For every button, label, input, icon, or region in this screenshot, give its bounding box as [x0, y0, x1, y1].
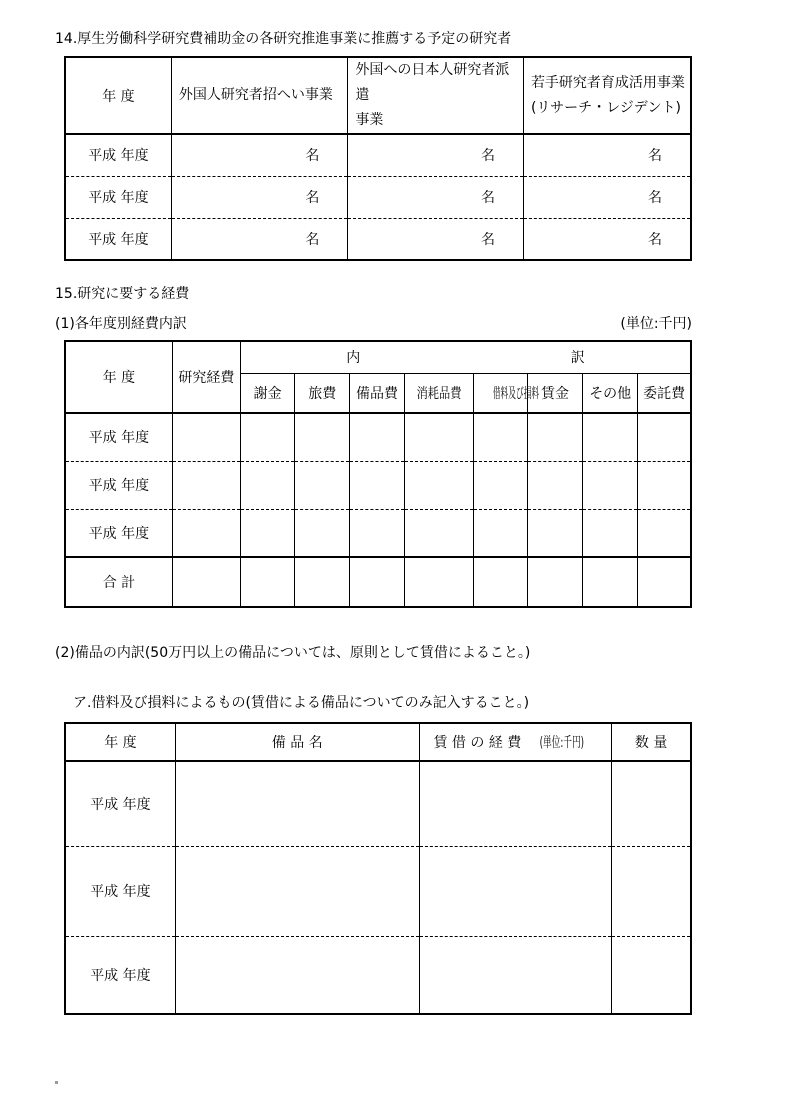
header-dispatch-line1: 外国への日本人研究者派遣 — [355, 62, 510, 103]
rental-equipment-table — [64, 722, 692, 1015]
header-year: 年 度 — [65, 341, 172, 413]
table-row — [65, 761, 691, 846]
section-15-title: 15.研究に要する経費 — [55, 286, 190, 302]
empty-cell — [612, 936, 691, 1014]
header-research-expense: 研究経費 — [172, 341, 240, 413]
year-label: 平成 年度 — [65, 218, 171, 260]
year-label: 平成 年度 — [65, 846, 175, 936]
unit-note: (単位:千円) — [620, 316, 692, 332]
empty-cell — [404, 557, 473, 607]
expense-breakdown-table — [64, 340, 692, 608]
table-row — [65, 461, 691, 509]
empty-cell — [583, 509, 638, 557]
section-14-table — [64, 56, 692, 261]
header-young-line2: (リサーチ・レジデント) — [530, 99, 681, 116]
empty-cell — [583, 413, 638, 461]
empty-cell — [638, 413, 691, 461]
empty-cell — [172, 413, 240, 461]
table-header-row — [65, 723, 691, 761]
empty-cell — [241, 461, 295, 509]
empty-cell — [350, 413, 404, 461]
empty-cell — [172, 461, 240, 509]
table-header-row — [65, 57, 691, 134]
empty-cell — [473, 557, 527, 607]
empty-cell — [241, 509, 295, 557]
total-label: 合 計 — [65, 557, 172, 607]
breakdown-char-1: 内 — [346, 350, 361, 367]
total-row — [65, 557, 691, 607]
header-other: その他 — [583, 373, 638, 413]
header-dispatch — [348, 57, 524, 134]
empty-cell — [172, 509, 240, 557]
header-rental-cost-label: 賃 借 の 経 費 — [433, 735, 522, 751]
header-young-line1: 若手研究者育成活用事業 — [530, 74, 685, 91]
empty-cell — [175, 846, 419, 936]
empty-cell — [350, 461, 404, 509]
subsection-1-caption-row — [55, 315, 692, 334]
header-dispatch-line2: 事業 — [355, 112, 384, 128]
header-foreign-invite: 外国人研究者招へい事業 — [171, 57, 348, 134]
header-wages: 賃金 — [527, 373, 582, 413]
subsection-2-title: (2)備品の内訳(50万円以上の備品については、原則として賃借によること。) — [55, 645, 531, 661]
empty-cell — [350, 557, 404, 607]
empty-cell — [473, 509, 527, 557]
empty-cell — [638, 509, 691, 557]
header-outsourcing: 委託費 — [638, 373, 691, 413]
empty-cell — [638, 557, 691, 607]
empty-cell — [404, 413, 473, 461]
header-item-name: 備 品 名 — [175, 723, 419, 761]
table-row — [65, 134, 691, 176]
header-equipment: 備品費 — [350, 373, 404, 413]
table-row — [65, 936, 691, 1014]
year-label: 平成 年度 — [65, 176, 171, 218]
header-rental-loss — [473, 373, 539, 413]
header-year: 年 度 — [65, 57, 171, 134]
count-cell: 名 — [523, 176, 691, 218]
empty-cell — [404, 461, 473, 509]
empty-cell — [175, 761, 419, 846]
header-travel: 旅費 — [295, 373, 350, 413]
count-cell: 名 — [523, 218, 691, 260]
empty-cell — [527, 509, 582, 557]
count-cell: 名 — [171, 134, 348, 176]
stray-mark — [55, 1081, 58, 1084]
table-row — [65, 413, 691, 461]
empty-cell — [175, 936, 419, 1014]
header-rental-cost — [419, 723, 612, 761]
table-row — [65, 176, 691, 218]
year-label: 平成 年度 — [65, 134, 171, 176]
header-honorarium: 謝金 — [241, 373, 295, 413]
empty-cell — [527, 461, 582, 509]
empty-cell — [612, 761, 691, 846]
header-year: 年 度 — [65, 723, 175, 761]
year-label: 平成 年度 — [65, 509, 172, 557]
empty-cell — [295, 557, 350, 607]
header-consumables-label: 消耗品費 — [416, 385, 462, 402]
empty-cell — [583, 557, 638, 607]
count-cell: 名 — [348, 176, 524, 218]
empty-cell — [419, 936, 612, 1014]
section-14-title: 14.厚生労働科学研究費補助金の各研究推進事業に推薦する予定の研究者 — [55, 31, 512, 47]
empty-cell — [419, 846, 612, 936]
empty-cell — [527, 557, 582, 607]
empty-cell — [612, 846, 691, 936]
header-consumables — [404, 373, 473, 413]
table-row — [65, 846, 691, 936]
header-rental-loss-label: 借料及び損料 — [492, 385, 539, 402]
header-young-researcher — [523, 57, 691, 134]
empty-cell — [583, 461, 638, 509]
count-cell: 名 — [171, 176, 348, 218]
empty-cell — [295, 509, 350, 557]
subsection-2a-title: ア.借料及び損料によるもの(賃借による備品についてのみ記入すること。) — [73, 695, 530, 711]
empty-cell — [241, 557, 295, 607]
count-cell: 名 — [523, 134, 691, 176]
breakdown-char-2: 訳 — [570, 350, 585, 367]
empty-cell — [419, 761, 612, 846]
table-row — [65, 509, 691, 557]
count-cell: 名 — [171, 218, 348, 260]
empty-cell — [241, 413, 295, 461]
year-label: 平成 年度 — [65, 461, 172, 509]
empty-cell — [295, 413, 350, 461]
count-cell: 名 — [348, 134, 524, 176]
year-label: 平成 年度 — [65, 413, 172, 461]
year-label: 平成 年度 — [65, 936, 175, 1014]
year-label: 平成 年度 — [65, 761, 175, 846]
empty-cell — [172, 557, 240, 607]
empty-cell — [350, 509, 404, 557]
table-row — [65, 218, 691, 260]
subsection-1-title: (1)各年度別経費内訳 — [55, 316, 187, 332]
table-header-row-1 — [65, 341, 691, 373]
header-breakdown — [241, 341, 691, 373]
count-cell: 名 — [348, 218, 524, 260]
header-rental-cost-unit: (単位:千円) — [539, 735, 584, 751]
empty-cell — [473, 413, 527, 461]
empty-cell — [473, 461, 527, 509]
empty-cell — [295, 461, 350, 509]
empty-cell — [638, 461, 691, 509]
empty-cell — [527, 413, 582, 461]
empty-cell — [404, 509, 473, 557]
header-quantity: 数 量 — [612, 723, 691, 761]
